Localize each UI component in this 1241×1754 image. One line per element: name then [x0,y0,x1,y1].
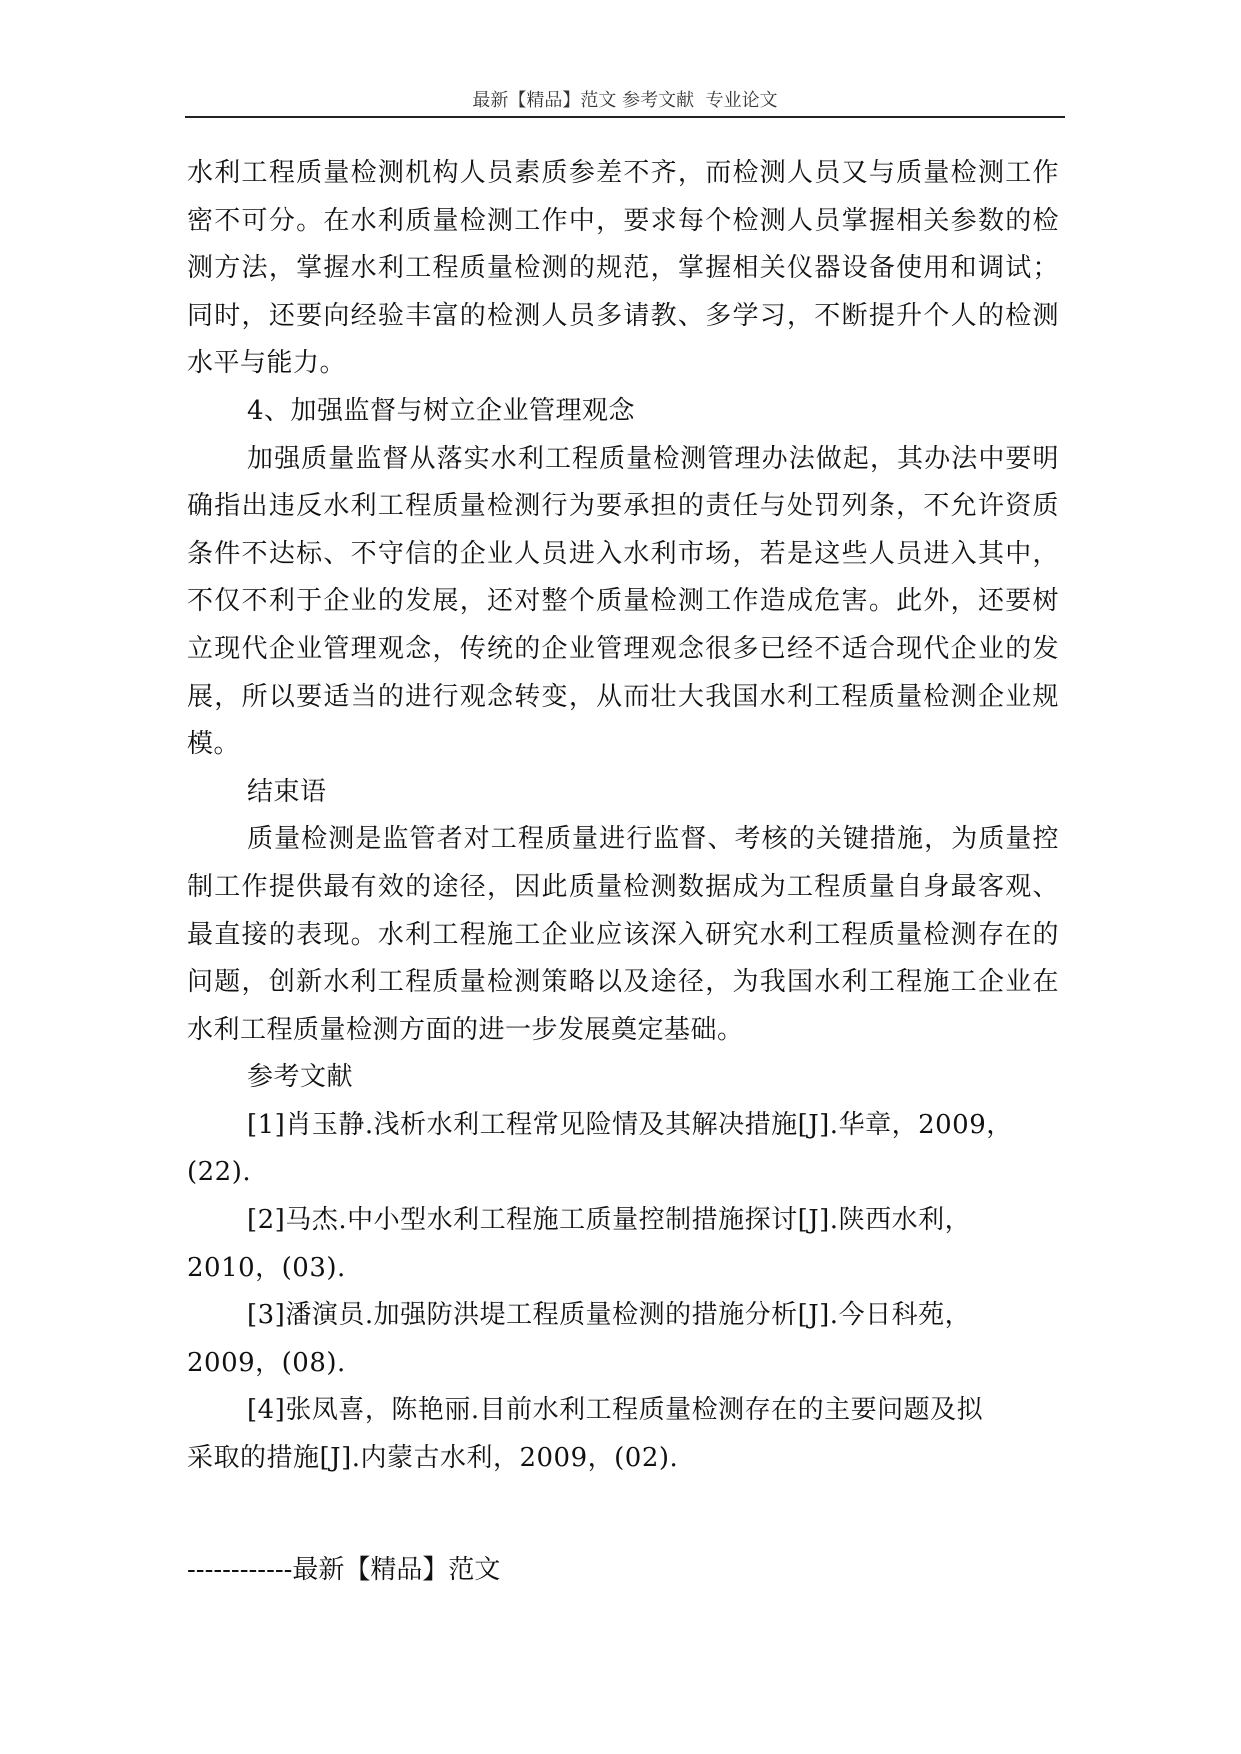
reference-line: [4]张凤喜，陈艳丽.目前水利工程质量检测存在的主要问题及拟 [247,1395,984,1426]
reference-line: [1]肖玉静.浅析水利工程常见险情及其解决措施[J].华章，2009， [247,1109,1013,1140]
reference-line: [3]潘演员.加强防洪堤工程质量检测的措施分析[J].今日科苑， [247,1300,972,1331]
body-paragraph: 水利工程质量检测机构人员素质参差不齐，而检测人员又与质量检测工作密不可分。在水利质量检测工作中，要求每个检测人员掌握相关参数的检测方法，掌握水利工程质量检测的规范，掌握相关仪器设备使用和调试；同时，还要向经验丰富的检测人员多请教、多学习，不断提升个人的检测水平与能力。 [187,158,1059,379]
page-footer: ------------最新【精品】范文 [187,1555,501,1585]
reference-item [187,1102,1059,1197]
reference-line: (22). [187,1157,252,1188]
reference-item [187,1292,1059,1387]
conclusion-heading: 结束语 [247,776,327,807]
reference-line: 2009，(08). [187,1347,346,1378]
reference-line: 2010，(03). [187,1252,346,1283]
reference-item [187,1197,1059,1292]
section-heading: 4、加强监督与树立企业管理观念 [247,395,636,426]
page-header: 最新【精品】范文 参考文献 专业论文 [185,86,1065,118]
body-paragraph: 加强质量监督从落实水利工程质量检测管理办法做起，其办法中要明确指出违反水利工程质量检测行为要承担的责任与处罚列条，不允许资质条件不达标、不守信的企业人员进入水利市场，若是这些人员进入其中，不仅不利于企业的发展，还对整个质量检测工作造成危害。此外，还要树立现代企业管理观念，传统的企业管理观念很多已经不适合现代企业的发展，所以要适当的进行观念转变，从而壮大我国水利工程质量检测企业规模。 [187,443,1059,760]
references-heading: 参考文献 [247,1062,354,1093]
reference-line: [2]马杰.中小型水利工程施工质量控制措施探讨[J].陕西水利， [247,1205,972,1236]
document-body [187,150,1059,1483]
reference-item [187,1387,1059,1482]
body-paragraph: 质量检测是监管者对工程质量进行监督、考核的关键措施，为质量控制工作提供最有效的途径，因此质量检测数据成为工程质量自身最客观、最直接的表现。水利工程施工企业应该深入研究水利工程质量检测存在的问题，创新水利工程质量检测策略以及途径，为我国水利工程施工企业在水利工程质量检测方面的进一步发展奠定基础。 [187,824,1059,1045]
reference-line: 采取的措施[J].内蒙古水利，2009，(02). [187,1443,679,1474]
